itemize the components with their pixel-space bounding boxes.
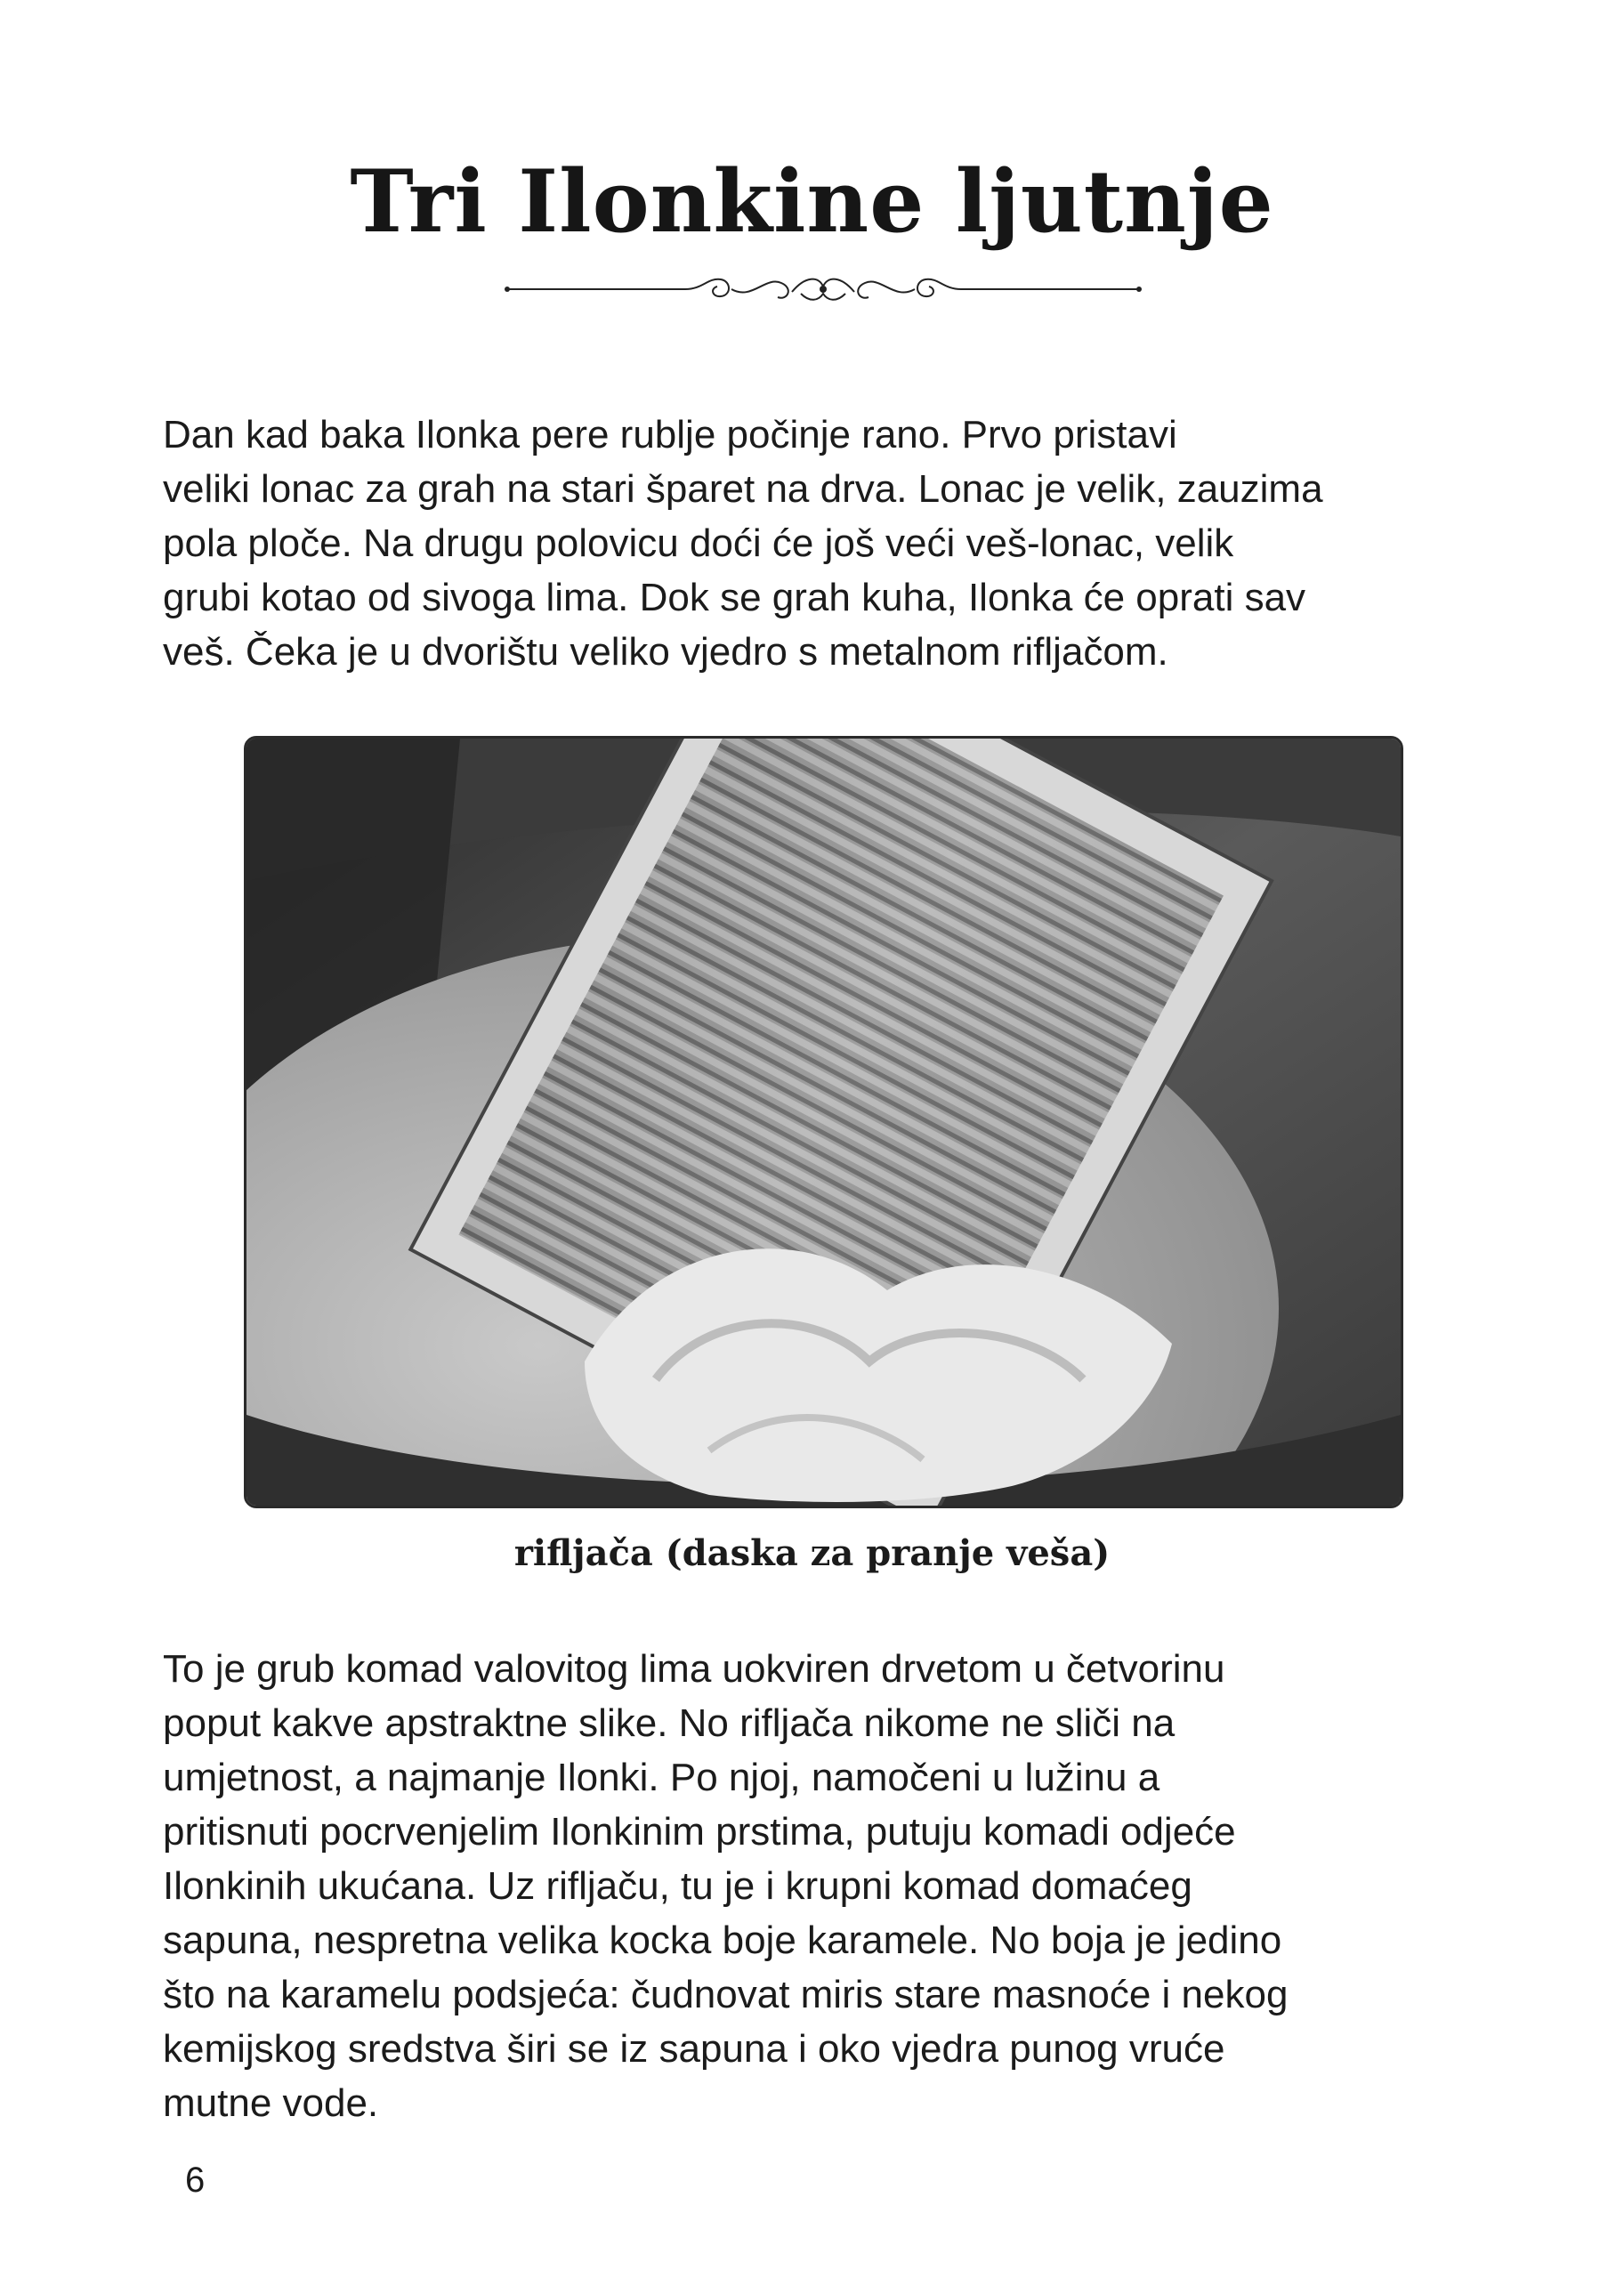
washboard-photo: [244, 736, 1403, 1508]
page-title: Tri Ilonkine ljutnje: [350, 151, 1274, 252]
flourish-divider-icon: [498, 267, 1148, 311]
paragraph-intro: Dan kad baka Ilonka pere rublje počinje rano. Prvo pristavi veliki lonac za grah na stari šparet na drva. Lonac je velik, zauzima pola ploče. Na drugu polovicu doći će još veći veš-lonac, velik grubi kotao od sivoga lima. Dok se grah kuha, Ilonka će oprati sav veš. Čeka je u dvorištu veliko vjedro s metalnom rifljačom.: [163, 413, 1323, 674]
page-number: 6: [185, 2161, 206, 2200]
photo-caption: rifljača (daska za pranje veša): [513, 1532, 1111, 1574]
paragraph-body: To je grub komad valovitog lima uokviren drvetom u četvorinu poput kakve apstraktne slike. No rifljača nikome ne sliči na umjetnost, a najmanje Ilonki. Po njoj, namočeni u lužinu a pritisnuti pocrvenjelim Ilonkinim prstima, putuju komadi odjeće Ilonkinih ukućana. Uz rifljaču, tu je i krupni komad domaćeg sapuna, nespretna velika kocka boje karamele. No boja je jedino što na karamelu podsjeća: čudnovat miris stare masnoće i nekog kemijskog sredstva širi se iz sapuna i oko vjedra punog vruće mutne vode.: [163, 1647, 1289, 2125]
